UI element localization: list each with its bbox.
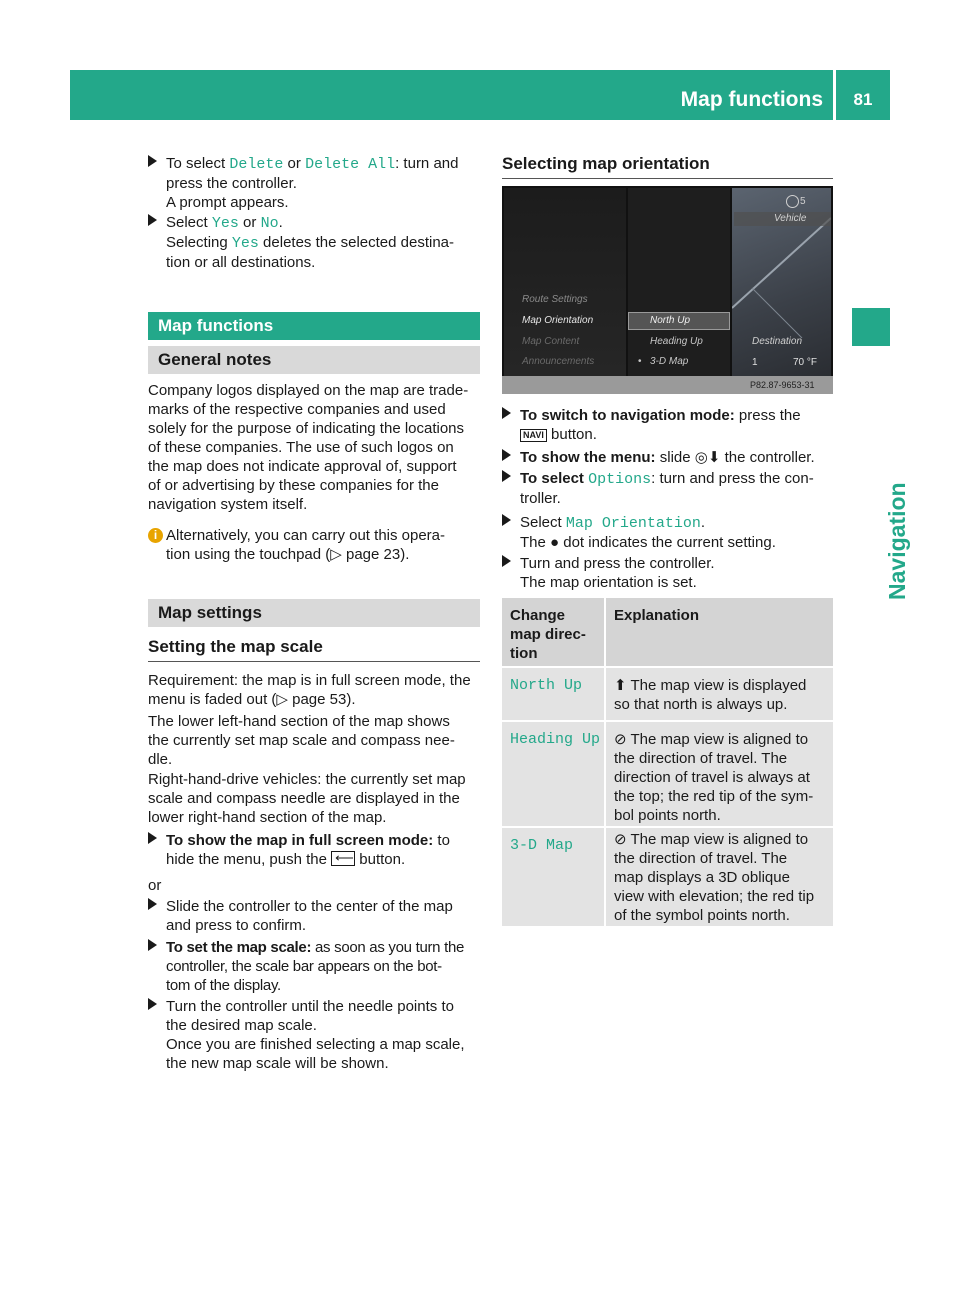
step-turn-controller: Turn the controller until the needle points to the desired map scale. Once you are finished selecting a map scale, the new map scale will be shown.: [148, 997, 498, 1073]
side-tab-marker: [852, 308, 890, 346]
requirement-text: Requirement: the map is in full screen mode, the menu is faded out (▷ page 53).: [148, 672, 471, 708]
arrow-icon: [148, 998, 157, 1010]
screen-menu-route-settings: Route Settings: [522, 294, 588, 305]
or-text: or: [148, 877, 162, 894]
table-header-row: Change map direc- tion Explanation: [502, 598, 833, 666]
subhead-map-scale: Setting the map scale: [148, 637, 323, 656]
step-show-menu: To show the menu: slide ◎⬇ the controller.: [502, 448, 851, 467]
step-select-yes-no: Select Yes or No. Selecting Yes deletes the selected destina- tion or all destinations.: [148, 213, 498, 272]
table-header-change: Change: [510, 607, 566, 624]
step-select-delete: To select Delete or Delete All: turn and press the controller. A prompt appears.: [148, 154, 498, 212]
back-button-icon: [331, 851, 355, 866]
screen-submenu-3d-map: 3-D Map: [650, 356, 689, 367]
step-select-map-orientation: Select Map Orientation. The ● dot indicates the current setting.: [502, 513, 851, 552]
display-screenshot: [502, 186, 833, 394]
step-navi-mode: To switch to navigation mode: press the NAVI button.: [502, 406, 851, 444]
section-map-functions: Map functions: [148, 312, 480, 340]
arrow-icon: [502, 470, 511, 482]
arrow-icon: [502, 449, 511, 461]
subhead-map-orientation: Selecting map orientation: [502, 154, 710, 173]
general-notes-text: Company logos displayed on the map are trade- marks of the respective companies and used solely for the purpose of indicating the locations of these companies. The use of such logos on the map does not indicate approval of, support of or advertising by these companies for the navigation system itself.: [148, 382, 469, 513]
arrow-icon: [148, 832, 157, 844]
lower-section-text: The lower left-hand section of the map shows the currently set map scale and compass nee- dle.: [148, 713, 455, 768]
divider: [148, 661, 480, 662]
step-select-options: To select Options: turn and press the con- troller.: [502, 469, 851, 508]
side-tab-label: Navigation: [884, 482, 910, 600]
screen-compass-icon: [786, 195, 799, 208]
side-tab: [852, 355, 910, 605]
step-set-scale: To set the map scale: as soon as you turn the controller, the scale bar appears on the bot- tom of the display.: [148, 938, 498, 995]
screen-menu-announcements: Announcements: [522, 356, 595, 367]
arrow-icon: [502, 555, 511, 567]
row-key-north-up: North Up: [510, 677, 583, 694]
screen-submenu-north-up: North Up: [650, 315, 691, 326]
heading-symbol-icon: ⊘: [614, 831, 627, 848]
screen-status-right: 70 °F: [793, 357, 818, 368]
rhd-text: Right-hand-drive vehicles: the currently set map scale and compass needle are displayed in the lower right-hand section of the map.: [148, 771, 466, 826]
table-row: Heading Up ⊘ The map view is aligned to the direction of travel. The direction of travel is always at the top; the red tip of the sym- bol points north.: [502, 722, 833, 826]
arrow-icon: [502, 514, 511, 526]
heading-symbol-icon: ⊘: [614, 731, 627, 748]
step-turn-press: Turn and press the controller. The map orientation is set.: [502, 554, 851, 592]
screen-submenu-heading-up: Heading Up: [650, 336, 703, 347]
table-row: North Up ⬆ The map view is displayed so that north is always up.: [502, 668, 833, 720]
arrow-icon: [148, 214, 157, 226]
screen-map-roads: [732, 188, 831, 338]
row-key-3d-map: 3-D Map: [510, 837, 574, 854]
step-slide-controller: Slide the controller to the center of the map and press to confirm.: [148, 897, 498, 935]
arrow-icon: [148, 939, 157, 951]
page-number: 81: [853, 90, 873, 109]
navi-key-icon: NAVI: [520, 429, 547, 442]
screen-submenu-dot: •: [638, 356, 642, 367]
screen-status-left: 1: [752, 357, 758, 368]
screen-destination-label: Destination: [752, 336, 803, 347]
info-icon: i: [148, 528, 163, 543]
section-general-notes: General notes: [148, 346, 480, 374]
screen-top-number: 5: [800, 196, 806, 207]
info-note: Alternatively, you can carry out this opera- tion using the touchpad (▷ page 23).: [166, 527, 446, 563]
table-row: 3-D Map ⊘ The map view is aligned to the direction of travel. The map displays a 3D oblique view with elevation; the red tip of the symbol points north.: [502, 828, 833, 926]
option-delete: Delete: [229, 156, 284, 173]
north-arrow-icon: ⬆: [614, 677, 627, 694]
screen-menu-map-content: Map Content: [522, 336, 580, 347]
page-title: Map functions: [680, 88, 823, 111]
arrow-icon: [148, 898, 157, 910]
arrow-icon: [502, 407, 511, 419]
section-map-settings: Map settings: [148, 599, 480, 627]
screen-menu-map-orientation: Map Orientation: [522, 315, 594, 326]
screen-reference: P82.87-9653-31: [750, 380, 815, 390]
step-full-screen: To show the map in full screen mode: to hide the menu, push the ⟵ button.: [148, 831, 498, 869]
table-header-explanation: Explanation: [614, 607, 700, 624]
screen-vehicle-label: Vehicle: [774, 213, 807, 224]
option-delete-all: Delete All: [305, 156, 396, 173]
row-key-heading-up: Heading Up: [510, 731, 601, 748]
arrow-icon: [148, 155, 157, 167]
divider: [502, 178, 833, 179]
